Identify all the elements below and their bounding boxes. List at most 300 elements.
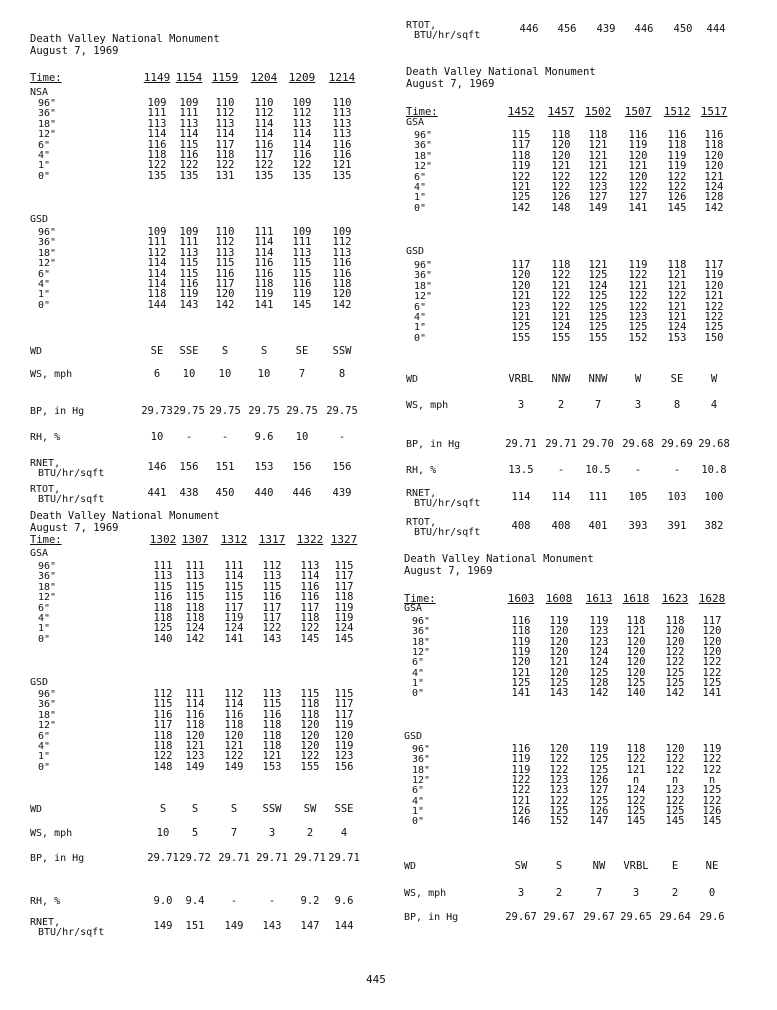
measure-value: 10	[156, 827, 170, 839]
time-cell: 1307	[181, 533, 209, 546]
measure-label: RNET,	[30, 458, 61, 469]
depth-label: 1"	[412, 805, 425, 817]
measure-value: SSW	[262, 803, 282, 815]
time-label: Time:	[404, 593, 436, 605]
measure-value: 438	[179, 487, 199, 499]
temperature-cell: 120	[626, 656, 646, 669]
temperature-cell: 119	[511, 160, 531, 173]
temperature-cell: 122	[588, 170, 608, 183]
measure-value: NW	[592, 860, 606, 872]
temperature-cell: 110	[254, 97, 274, 109]
temperature-cell: 122	[667, 181, 687, 193]
time-cell: 1209	[288, 71, 316, 84]
temperature-cell: 127	[628, 191, 648, 204]
temperature-cell: 110	[215, 226, 235, 238]
temperature-cell: 142	[185, 632, 205, 645]
temperature-cell: 111	[179, 236, 199, 249]
temperature-cell: 113	[147, 117, 167, 130]
measure-label: BP, in Hg	[30, 853, 85, 864]
measure-value: 100	[704, 491, 724, 503]
depth-label: 36"	[38, 237, 57, 249]
temperature-cell: 125	[511, 676, 531, 689]
time-cell: 1603	[507, 592, 535, 605]
measure-value: S	[191, 803, 199, 815]
temperature-cell: 112	[254, 107, 274, 120]
temperature-cell: 119	[224, 612, 244, 624]
depth-label: 96"	[38, 227, 57, 238]
temperature-cell: 119	[292, 288, 312, 301]
measure-label: WD	[30, 804, 43, 815]
temperature-cell: 145	[334, 632, 354, 645]
temperature-cell: 116	[300, 591, 320, 604]
temperature-cell: 111	[153, 560, 173, 572]
measure-value: 114	[511, 491, 531, 503]
temperature-cell: 120	[551, 149, 571, 162]
measure-value: 4	[340, 827, 348, 839]
measure-value: S	[260, 345, 268, 357]
temperature-cell: 122	[665, 645, 685, 658]
temperature-cell: 141	[254, 298, 274, 311]
temperature-cell: 155	[551, 331, 571, 344]
temperature-cell: 113	[292, 117, 312, 130]
section-label: GSA	[30, 548, 49, 559]
temperature-cell: 116	[254, 257, 274, 270]
depth-label: 6"	[38, 730, 51, 742]
temperature-cell: 122	[665, 753, 685, 766]
temperature-cell: 118	[153, 612, 173, 624]
measure-value: 8	[673, 399, 681, 411]
measure-value: 156	[332, 461, 352, 473]
temperature-cell: 123	[588, 181, 608, 193]
temperature-cell: 122	[628, 181, 648, 193]
temperature-cell: 111	[147, 236, 167, 249]
temperature-cell: 124	[334, 622, 354, 635]
temperature-cell: 109	[332, 226, 352, 238]
measure-value: 29.71	[256, 852, 288, 864]
temperature-cell: 115	[334, 688, 354, 700]
temperature-cell: 121	[551, 311, 571, 323]
depth-label: 6"	[38, 139, 51, 151]
temperature-cell: 149	[224, 760, 244, 773]
measure-value: 29.71	[505, 438, 537, 450]
temperature-cell: 121	[588, 160, 608, 173]
temperature-cell: 148	[153, 760, 173, 773]
temperature-cell: 111	[185, 560, 205, 572]
temperature-cell: 110	[215, 97, 235, 109]
measure-value: 10.5	[585, 464, 611, 476]
temperature-cell: 114	[185, 698, 205, 711]
measure-value: 29.64	[659, 911, 691, 923]
temperature-cell: 123	[628, 311, 648, 323]
temperature-cell: 111	[224, 560, 244, 572]
measure-label: WS, mph	[30, 828, 73, 839]
temperature-cell: 116	[185, 708, 205, 721]
depth-label: 4"	[412, 795, 425, 807]
measure-value: 29.73	[141, 405, 173, 417]
temperature-cell: 109	[179, 97, 199, 109]
temperature-cell: 121	[628, 160, 648, 173]
time-cell: 1628	[698, 592, 726, 605]
depth-label: 4"	[412, 667, 425, 679]
measure-value: 2	[306, 827, 314, 839]
temperature-cell: 114	[254, 128, 274, 141]
temperature-cell: 120	[511, 269, 531, 282]
measure-value: S	[230, 803, 238, 815]
temperature-cell: 112	[215, 236, 235, 249]
measure-value: 446	[519, 23, 539, 35]
measure-value: -	[338, 431, 346, 443]
measure-value: 29.69	[661, 438, 693, 450]
temperature-cell: 121	[549, 656, 569, 669]
measure-label: RTOT,	[406, 20, 437, 31]
measure-value: 29.72	[179, 852, 211, 864]
temperature-cell: 150	[704, 331, 724, 344]
temperature-cell: 112	[215, 107, 235, 120]
depth-label: 96"	[412, 744, 431, 755]
temperature-cell: 142	[332, 298, 352, 311]
temperature-cell: 117	[224, 601, 244, 614]
temperature-cell: 141	[702, 687, 722, 700]
depth-label: 0"	[38, 761, 51, 773]
temperature-cell: 122	[667, 170, 687, 183]
temperature-cell: 118	[704, 139, 724, 152]
temperature-cell: 127	[589, 784, 609, 797]
temperature-cell: 120	[702, 635, 722, 648]
measure-value: 103	[667, 491, 687, 503]
temperature-cell: 124	[588, 279, 608, 292]
measure-value: 156	[179, 461, 199, 473]
measure-value: 29.6	[699, 911, 725, 923]
temperature-cell: 153	[667, 331, 687, 344]
temperature-cell: 118	[511, 625, 531, 638]
depth-label: 18"	[38, 118, 57, 130]
temperature-cell: 116	[153, 708, 173, 721]
measure-value: 105	[628, 491, 648, 503]
temperature-cell: 120	[300, 719, 320, 732]
temperature-cell: 109	[292, 97, 312, 109]
depth-label: 1"	[38, 289, 51, 301]
temperature-cell: 122	[254, 159, 274, 172]
temperature-cell: 126	[667, 191, 687, 204]
temperature-cell: 125	[588, 290, 608, 303]
measure-value: 29.67	[583, 911, 615, 923]
temperature-cell: 125	[589, 763, 609, 776]
temperature-cell: 115	[292, 267, 312, 280]
temperature-cell: 123	[589, 625, 609, 638]
block-date: August 7, 1969	[30, 522, 119, 534]
temperature-cell: 117	[704, 259, 724, 271]
measure-value: 144	[334, 920, 354, 932]
depth-label: 12"	[414, 291, 433, 303]
temperature-cell: 125	[628, 321, 648, 334]
time-cell: 1457	[547, 105, 575, 118]
depth-label: 96"	[38, 561, 57, 572]
temperature-cell: 125	[549, 804, 569, 817]
temperature-cell: 112	[262, 560, 282, 572]
temperature-cell: 135	[292, 169, 312, 182]
measure-value: -	[185, 431, 193, 443]
temperature-cell: 109	[179, 226, 199, 238]
temperature-cell: 142	[589, 687, 609, 700]
temperature-cell: 124	[224, 622, 244, 635]
temperature-cell: 118	[254, 278, 274, 290]
measure-value: 408	[551, 520, 571, 532]
temperature-cell: 116	[147, 138, 167, 151]
section-label: NSA	[30, 87, 49, 98]
measure-value: 29.71	[218, 852, 250, 864]
temperature-cell: 121	[667, 311, 687, 323]
temperature-cell: 120	[215, 288, 235, 301]
temperature-cell: 142	[704, 201, 724, 214]
measure-value: 441	[147, 487, 167, 499]
measure-value: 29.67	[505, 911, 537, 923]
temperature-cell: 135	[147, 169, 167, 182]
block-date: August 7, 1969	[406, 78, 495, 90]
temperature-cell: 118	[334, 591, 354, 604]
temperature-cell: 119	[667, 160, 687, 173]
measure-value: -	[268, 895, 276, 907]
depth-label: 12"	[38, 258, 57, 270]
depth-label: 36"	[414, 270, 433, 282]
section-label: GSD	[404, 731, 423, 742]
temperature-cell: 145	[626, 815, 646, 828]
depth-label: 4"	[38, 613, 51, 624]
temperature-cell: 123	[589, 635, 609, 648]
measure-value: 401	[588, 520, 608, 532]
temperature-cell: 121	[704, 290, 724, 303]
temperature-cell: 119	[511, 645, 531, 658]
temperature-cell: 118	[332, 278, 352, 290]
temperature-cell: 113	[215, 246, 235, 259]
temperature-cell: 124	[185, 622, 205, 635]
temperature-cell: 125	[511, 321, 531, 334]
temperature-cell: 116	[254, 267, 274, 280]
measure-value: 13.5	[508, 464, 534, 476]
temperature-cell: 120	[704, 160, 724, 173]
temperature-cell: 122	[665, 656, 685, 669]
measure-label: WS, mph	[404, 888, 447, 899]
temperature-cell: 124	[667, 321, 687, 334]
temperature-cell: 114	[224, 698, 244, 711]
temperature-cell: 117	[153, 719, 173, 732]
temperature-cell: 120	[549, 625, 569, 638]
depth-label: 36"	[412, 754, 431, 766]
temperature-cell: 113	[153, 570, 173, 583]
measure-value: NE	[705, 860, 719, 872]
section-label: GSD	[406, 246, 425, 257]
temperature-cell: 118	[300, 698, 320, 711]
measure-unit: BTU/hr/sqft	[414, 498, 481, 509]
temperature-cell: 119	[511, 763, 531, 776]
temperature-cell: 118	[262, 740, 282, 752]
section-label: GSA	[404, 603, 423, 614]
measure-value: 444	[706, 23, 726, 35]
temperature-cell: 121	[262, 750, 282, 763]
temperature-cell: 118	[626, 743, 646, 755]
measure-value: -	[673, 464, 681, 476]
temperature-cell: 149	[185, 760, 205, 773]
temperature-cell: 119	[549, 615, 569, 627]
block-title: Death Valley National Monument	[30, 510, 220, 522]
temperature-cell: 116	[511, 743, 531, 755]
temperature-cell: 122	[551, 170, 571, 183]
measure-value: 5	[191, 827, 199, 839]
temperature-cell: 122	[626, 753, 646, 766]
temperature-cell: 117	[262, 612, 282, 624]
measure-label: BP, in Hg	[406, 439, 461, 450]
depth-label: 12"	[414, 161, 433, 173]
temperature-cell: 116	[667, 129, 687, 141]
temperature-cell: 131	[215, 169, 235, 182]
temperature-cell: 113	[179, 117, 199, 130]
depth-label: 0"	[412, 688, 425, 700]
depth-label: 18"	[38, 581, 57, 593]
measure-label: RTOT,	[406, 517, 437, 528]
measure-value: NNW	[588, 373, 608, 385]
temperature-cell: 145	[665, 815, 685, 828]
temperature-cell: 122	[628, 300, 648, 313]
temperature-cell: 122	[292, 159, 312, 172]
time-cell: 1613	[585, 592, 613, 605]
measure-value: 7	[594, 399, 602, 411]
temperature-cell: 120	[334, 729, 354, 742]
temperature-cell: 115	[262, 698, 282, 711]
measure-value: 10	[257, 368, 271, 380]
temperature-cell: 121	[704, 170, 724, 183]
measure-label: RNET,	[406, 488, 437, 499]
temperature-cell: 135	[254, 169, 274, 182]
temperature-cell: 120	[626, 666, 646, 679]
temperature-cell: 121	[551, 160, 571, 173]
temperature-cell: 119	[589, 743, 609, 755]
temperature-cell: 122	[153, 750, 173, 763]
measure-value: 147	[300, 920, 320, 932]
temperature-cell: 115	[179, 267, 199, 280]
temperature-cell: 118	[224, 719, 244, 732]
temperature-cell: 125	[589, 753, 609, 766]
measure-value: 10	[295, 431, 309, 443]
temperature-cell: 155	[511, 331, 531, 344]
temperature-cell: 115	[334, 560, 354, 572]
depth-label: 18"	[412, 636, 431, 648]
temperature-cell: 115	[224, 591, 244, 604]
measure-value: 29.75	[173, 405, 205, 417]
measure-value: 3	[268, 827, 276, 839]
measure-value: 10	[182, 368, 196, 380]
temperature-cell: 118	[185, 601, 205, 614]
temperature-cell: 122	[262, 622, 282, 635]
temperature-cell: 119	[511, 753, 531, 766]
measure-value: 156	[292, 461, 312, 473]
measure-value: 439	[596, 23, 616, 35]
temperature-cell: 118	[665, 615, 685, 627]
temperature-cell: 122	[511, 170, 531, 183]
measure-value: 456	[557, 23, 577, 35]
temperature-cell: 149	[588, 201, 608, 214]
temperature-cell: 118	[551, 129, 571, 141]
temperature-cell: 121	[332, 159, 352, 172]
depth-label: 0"	[414, 332, 427, 344]
temperature-cell: 119	[511, 635, 531, 648]
temperature-cell: 115	[153, 580, 173, 593]
time-cell: 1623	[661, 592, 689, 605]
time-cell: 1502	[584, 105, 612, 118]
measure-value: 2	[555, 887, 563, 899]
measure-value: 446	[634, 23, 654, 35]
temperature-cell: 125	[511, 191, 531, 204]
temperature-cell: 120	[300, 729, 320, 742]
temperature-cell: 125	[626, 676, 646, 689]
temperature-cell: 109	[292, 226, 312, 238]
temperature-cell: 120	[549, 635, 569, 648]
temperature-cell: 113	[215, 117, 235, 130]
temperature-cell: 116	[153, 591, 173, 604]
temperature-cell: 111	[147, 107, 167, 120]
temperature-cell: 119	[667, 149, 687, 162]
depth-label: 96"	[414, 260, 433, 271]
time-cell: 1452	[507, 105, 535, 118]
temperature-cell: 116	[332, 138, 352, 151]
temperature-cell: 117	[215, 138, 235, 151]
time-cell: 1327	[330, 533, 358, 546]
temperature-cell: 115	[292, 257, 312, 270]
time-cell: 1204	[250, 71, 278, 84]
depth-label: 4"	[38, 741, 51, 752]
temperature-cell: 119	[628, 139, 648, 152]
measure-value: 29.67	[543, 911, 575, 923]
time-label: Time:	[30, 72, 62, 84]
depth-label: 0"	[38, 299, 51, 311]
temperature-cell: 145	[702, 815, 722, 828]
temperature-cell: 146	[511, 815, 531, 828]
temperature-cell: 116	[292, 278, 312, 290]
temperature-cell: 125	[588, 321, 608, 334]
temperature-cell: 121	[628, 279, 648, 292]
measure-value: 3	[634, 399, 642, 411]
measure-value: 29.71	[147, 852, 179, 864]
temperature-cell: 116	[179, 149, 199, 161]
time-cell: 1517	[700, 105, 728, 118]
measure-value: 146	[147, 461, 167, 473]
temperature-cell: 120	[511, 279, 531, 292]
temperature-cell: 120	[704, 149, 724, 162]
measure-value: W	[634, 373, 642, 385]
measure-label: RH, %	[30, 896, 61, 907]
temperature-cell: 112	[332, 236, 352, 249]
temperature-cell: 122	[300, 622, 320, 635]
temperature-cell: 116	[179, 278, 199, 290]
temperature-cell: 127	[588, 191, 608, 204]
measure-value: 4	[710, 399, 718, 411]
measure-label: BP, in Hg	[30, 406, 85, 417]
depth-label: 4"	[414, 182, 427, 193]
temperature-cell: 122	[215, 159, 235, 172]
time-label: Time:	[30, 534, 62, 546]
measure-value: 391	[667, 520, 687, 532]
temperature-cell: 116	[511, 615, 531, 627]
temperature-cell: 125	[588, 300, 608, 313]
temperature-cell: 117	[300, 601, 320, 614]
temperature-cell: 122	[704, 311, 724, 323]
temperature-cell: 122	[626, 794, 646, 807]
measure-value: 111	[588, 491, 608, 503]
temperature-cell: 145	[292, 298, 312, 311]
temperature-cell: 123	[511, 300, 531, 313]
measure-value: 29.75	[209, 405, 241, 417]
temperature-cell: 140	[626, 687, 646, 700]
temperature-cell: 117	[215, 278, 235, 290]
measure-value: SE	[295, 345, 309, 357]
